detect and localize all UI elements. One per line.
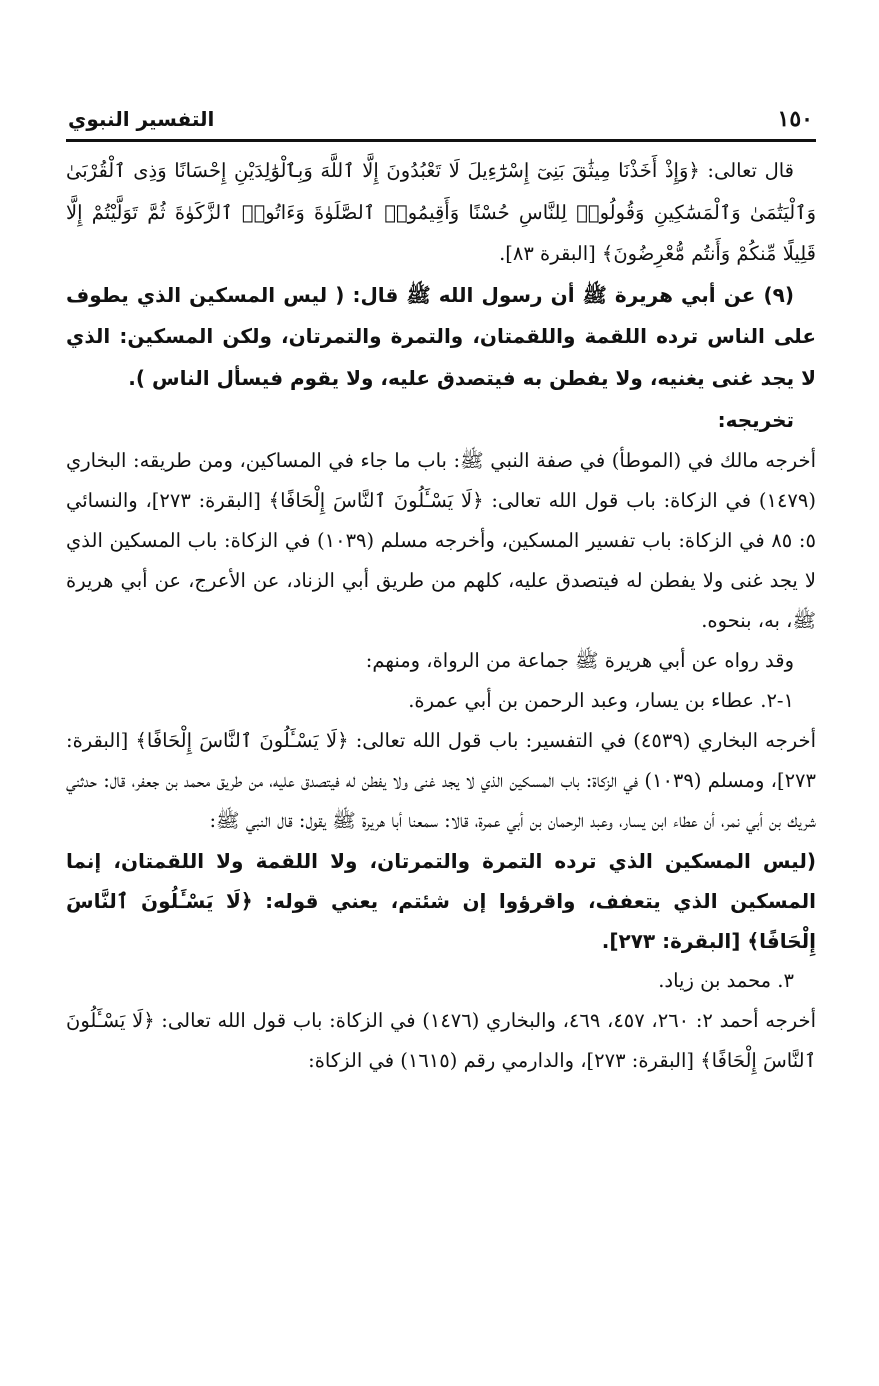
running-title: التفسير النبوي bbox=[68, 107, 215, 131]
takhrij-paragraph-4: أخرجه البخاري (٤٥٣٩) في التفسير: باب قول الله تعالى: ﴿لَا يَسْـَٔلُونَ ٱلنَّاسَ إِلْحَافًا﴾ [البقرة: ٢٧٣]، ومسلم (١٠٣٩) في الزكاة: باب المسكين الذي لا يجد غنى ولا يفطن له فيتصدق عليه، من طريق محمد بن جعفر، قال: حدثني شريك بن أبي نمر، أن عطاء ابن يسار، وعبد الرحمان بن أبي عمرة، قالا: سمعنا أبا هريرة ﷺ يقول: قال النبي ﷺ: bbox=[66, 729, 816, 833]
running-head bbox=[68, 104, 813, 134]
takhrij-paragraph-5: ٣. محمد بن زياد. bbox=[658, 969, 794, 993]
takhrij-paragraph-1: أخرجه مالك في (الموطأ) في صفة النبي ﷺ: باب ما جاء في المساكين، ومن طريقه: البخاري (١٤٧٩) في الزكاة: باب قول الله تعالى: ﴿لَا يَسْـَٔلُونَ ٱلنَّاسَ إِلْحَافًا﴾ [البقرة: ٢٧٣]، والنسائي ٥: ٨٥ في الزكاة: باب تفسير المسكين، وأخرجه مسلم (١٠٣٩) في الزكاة: باب المسكين الذي لا يجد غنى ولا يفطن له فيتصدق عليه، كلهم من طريق أبي الزناد، عن الأعرج، عن أبي هريرة ﷺ، به، بنحوه. bbox=[66, 449, 816, 633]
header-rule bbox=[66, 139, 816, 142]
takhrij-hadith-quote: (ليس المسكين الذي ترده التمرة والتمرتان، ولا اللقمة ولا اللقمتان، إنما المسكين الذي يتعفف، واقرؤوا إن شئتم، يعني قوله: ﴿لَا يَسْـَٔلُونَ ٱلنَّاسَ إِلْحَافًا﴾ [البقرة: ٢٧٣]. bbox=[66, 849, 816, 954]
page-body bbox=[66, 150, 816, 1081]
takhrij-paragraph-2: وقد رواه عن أبي هريرة ﷺ جماعة من الرواة، ومنهم: bbox=[365, 649, 794, 673]
takhrij-paragraph-3: ١-٢. عطاء بن يسار، وعبد الرحمن بن أبي عمرة. bbox=[408, 689, 794, 713]
page-number: ١٥٠ bbox=[777, 106, 813, 132]
takhrij-heading: تخريجه: bbox=[717, 407, 794, 432]
verse-paragraph: قال تعالى: ﴿وَإِذْ أَخَذْنَا مِيثَٰقَ بَنِىٓ إِسْرَٰٓءِيلَ لَا تَعْبُدُونَ إِلَّا ٱللَّهَ وَبِٱلْوَٰلِدَيْنِ إِحْسَانًا وَذِى ٱلْقُرْبَىٰ وَٱلْيَتَٰمَىٰ وَٱلْمَسَٰكِينِ وَقُولُوا۟ لِلنَّاسِ حُسْنًا وَأَقِيمُوا۟ ٱلصَّلَوٰةَ وَءَاتُوا۟ ٱلزَّكَوٰةَ ثُمَّ تَوَلَّيْتُمْ إِلَّا قَلِيلًا مِّنكُمْ وَأَنتُم مُّعْرِضُونَ﴾ [البقرة ٨٣]. bbox=[66, 159, 816, 266]
hadith-paragraph: (٩) عن أبي هريرة ﷺ أن رسول الله ﷺ قال: ( ليس المسكين الذي يطوف على الناس ترده اللقمة واللقمتان، والتمرة والتمرتان، ولكن المسكين: الذي لا يجد غنى يغنيه، ولا يفطن به فيتصدق عليه، ولا يقوم فيسأل الناس ). bbox=[66, 282, 816, 390]
takhrij-paragraph-6: أخرجه أحمد ٢: ٢٦٠، ٤٥٧، ٤٦٩، والبخاري (١٤٧٦) في الزكاة: باب قول الله تعالى: ﴿لَا يَسْـَٔلُونَ ٱلنَّاسَ إِلْحَافًا﴾ [البقرة: ٢٧٣]، والدارمي رقم (١٦١٥) في الزكاة: bbox=[66, 1009, 816, 1073]
